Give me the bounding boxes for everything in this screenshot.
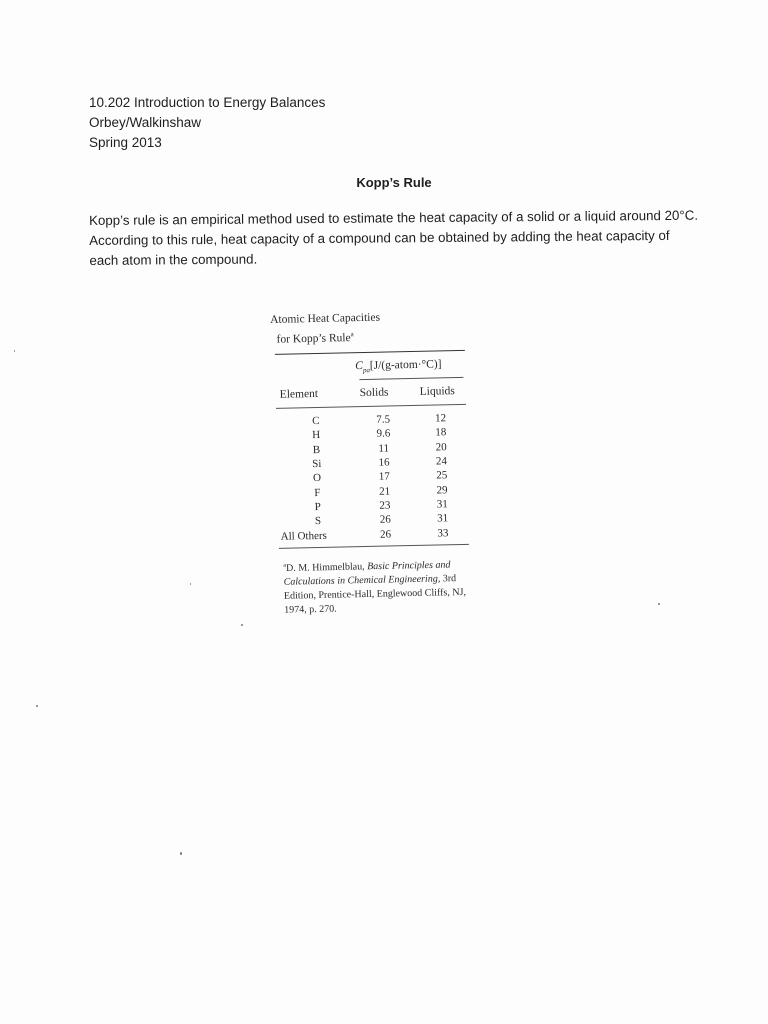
cell-liquids: 33	[437, 526, 449, 539]
cell-element: H	[312, 429, 321, 442]
table-footnote	[283, 554, 484, 618]
footnote-author: D. M. Himmelblau,	[285, 561, 368, 574]
table-column-headers	[280, 384, 470, 402]
table-top-rule	[275, 350, 465, 355]
cell-element: P	[314, 500, 321, 513]
cell-element: O	[312, 472, 322, 485]
cell-element: C	[312, 415, 320, 428]
cell-solids: 9.6	[376, 427, 391, 441]
course-title: 10.202 Introduction to Energy Balances	[89, 95, 326, 110]
table-body	[276, 411, 473, 544]
cell-liquids: 12	[434, 412, 447, 425]
cell-solids: 7.5	[376, 413, 391, 426]
caption-footnote-mark: a	[350, 330, 354, 339]
cell-solids: 11	[378, 442, 390, 455]
table-units-header	[355, 357, 469, 378]
cell-element: B	[312, 443, 321, 456]
cell-element: S	[314, 515, 322, 528]
scan-speck	[36, 705, 38, 707]
column-header-liquids: Liquids	[419, 385, 455, 398]
caption-line-2	[276, 324, 468, 348]
page-title: Kopp’s Rule	[356, 175, 432, 190]
cell-element: Si	[312, 457, 322, 471]
cell-solids: 26	[379, 513, 391, 526]
cell-liquids: 24	[435, 455, 448, 468]
cell-liquids: 18	[435, 426, 447, 439]
column-header-element: Element	[279, 388, 319, 401]
cell-element: All Others	[280, 529, 327, 543]
term: Spring 2013	[89, 135, 162, 150]
scan-speck	[14, 350, 15, 352]
cell-solids: 16	[378, 456, 390, 469]
table-bottom-rule	[279, 544, 469, 549]
cell-liquids: 29	[436, 483, 448, 497]
cell-element: F	[314, 486, 321, 499]
footnote-mark: a	[283, 562, 287, 569]
cell-liquids: 31	[437, 512, 449, 525]
caption-line-2-text: for Kopp’s Rule	[276, 332, 351, 346]
units-symbol: C	[355, 359, 363, 373]
table-row	[279, 525, 473, 543]
cell-solids: 17	[378, 470, 390, 484]
table-caption	[270, 308, 469, 348]
instructors: Orbey/Walkinshaw	[89, 115, 202, 130]
scan-speck	[241, 624, 243, 626]
units-subscript: pa	[362, 366, 370, 375]
cell-solids: 26	[379, 527, 392, 541]
header-rule	[276, 404, 466, 409]
cell-liquids: 20	[435, 441, 447, 454]
intro-paragraph: Kopp’s rule is an empirical method used to estimate the heat capacity of a solid or a liquid around 20°C. According to this rule, heat capacity of a compound can be obtained by adding the heat capacity of each atom in the compound.	[89, 207, 699, 268]
heat-capacity-table	[268, 308, 474, 618]
footnote-book-title: Basic Principles and Calculations in Chemical Engineering	[283, 559, 451, 588]
scan-speck	[190, 583, 191, 585]
units-rule	[359, 377, 463, 380]
footnote-publisher: , 3rd Edition, Prentice-Hall, Englewood Cliffs, NJ, 1974, p. 270.	[283, 573, 467, 616]
cell-solids: 23	[379, 499, 391, 512]
units-text: [J/(g-atom·°C)]	[369, 358, 442, 372]
scan-speck	[658, 603, 660, 605]
caption-line-1: Atomic Heat Capacities	[270, 311, 381, 326]
column-header-solids: Solids	[359, 386, 389, 400]
scan-speck	[180, 852, 182, 855]
cell-liquids: 25	[436, 469, 448, 482]
cell-liquids: 31	[436, 498, 448, 511]
document-header	[89, 93, 325, 153]
cell-solids: 21	[379, 485, 391, 498]
